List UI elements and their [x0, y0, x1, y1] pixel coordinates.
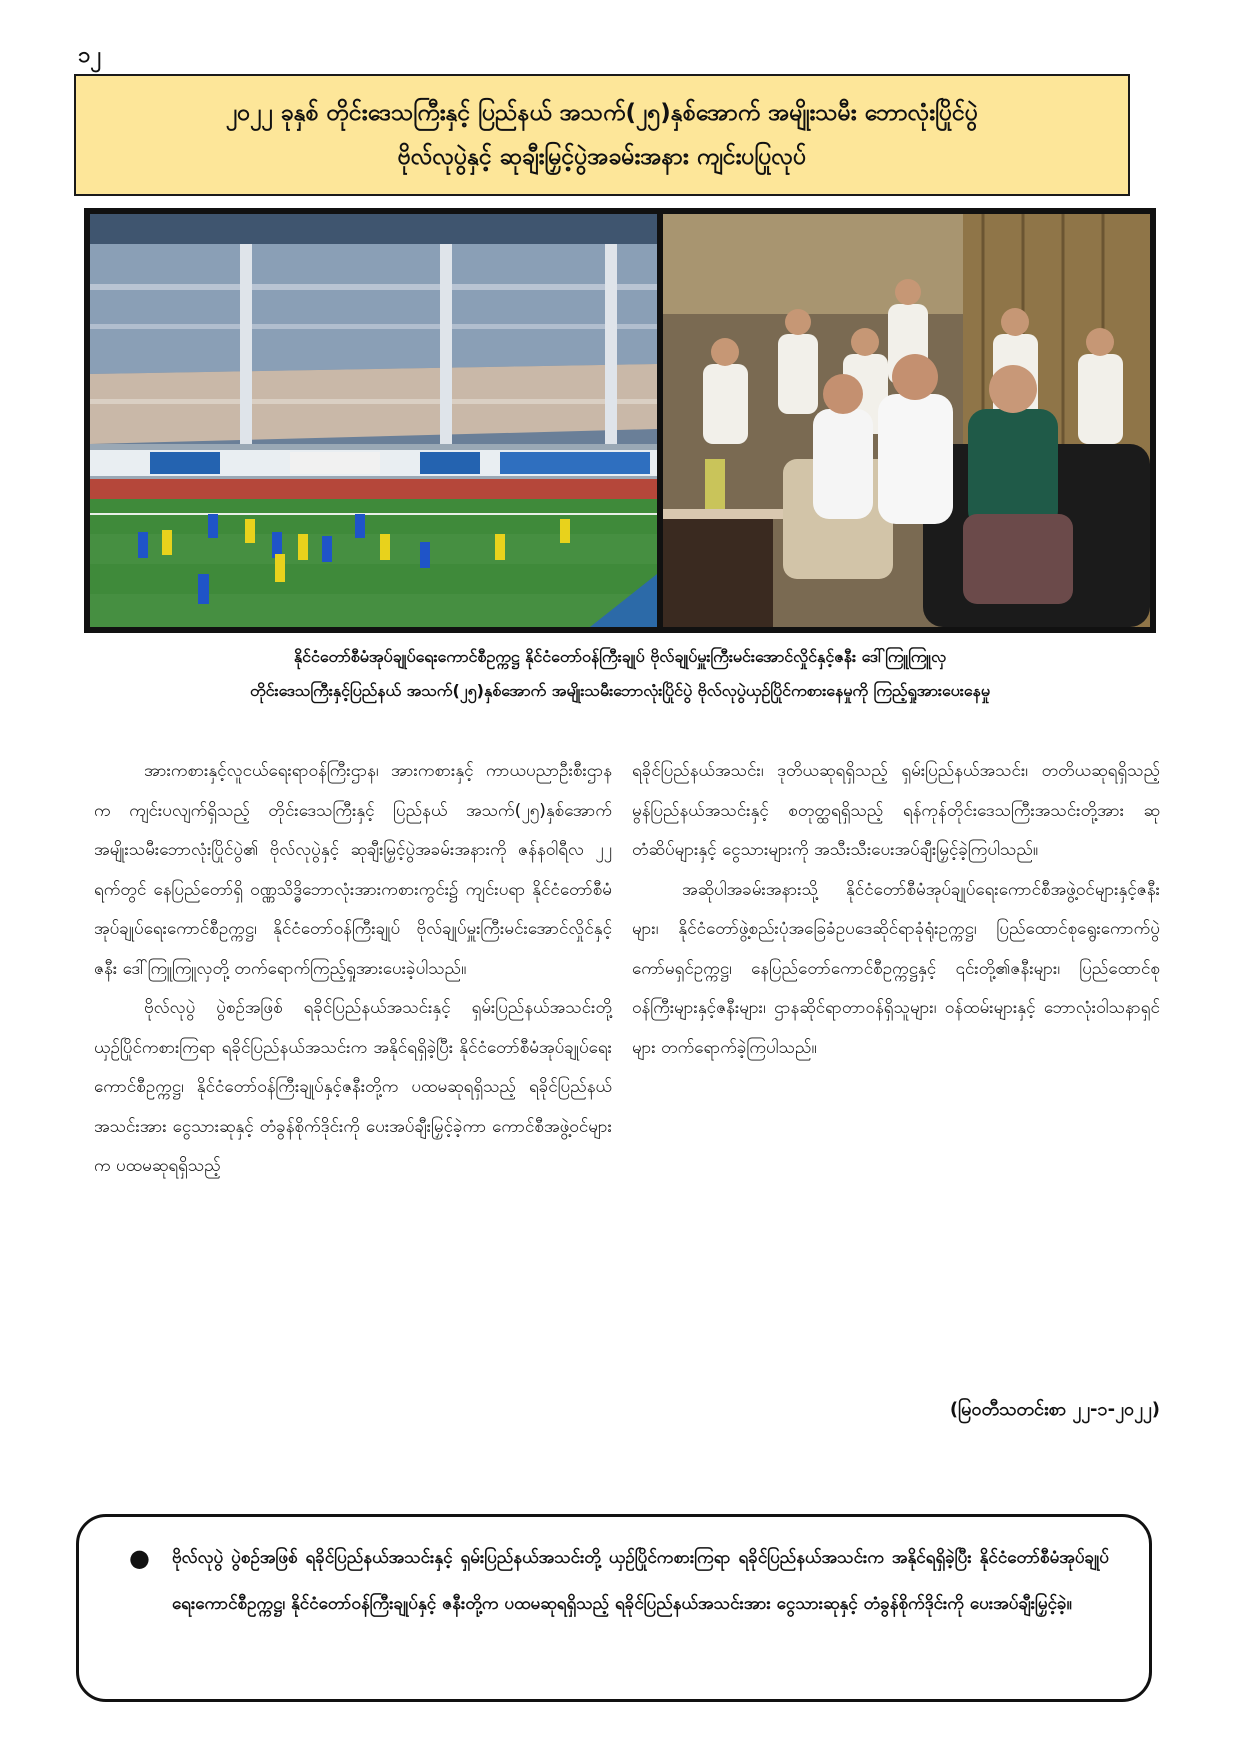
headline-line-1: ၂၀၂၂ ခုနှစ် တိုင်းဒေသကြီးနှင့် ပြည်နယ် အသက်(၂၅)နှစ်အောက် အမျိုးသမီး ဘောလုံးပြိုင်ပွဲ	[225, 100, 979, 126]
headline-line-2: ဗိုလ်လုပွဲနှင့် ဆုချီးမြှင့်ပွဲအခမ်းအနား ကျင်းပပြုလုပ်	[397, 144, 807, 170]
article-paragraph: အဆိုပါအခမ်းအနားသို့ နိုင်ငံတော်စီမံအုပ်ချုပ်ရေးကောင်စီအဖွဲ့ဝင်များနှင့်ဇနီးများ၊ နိုင်ငံတော်ဖွဲ့စည်းပုံအခြေခံဥပဒေဆိုင်ရာခုံရုံးဥက္ကဋ္ဌ၊ ပြည်ထောင်စုရွေးကောက်ပွဲကော်မရှင်ဥက္ကဋ္ဌ၊ နေပြည်တော်ကောင်စီဥက္ကဋ္ဌနှင့် ၎င်းတို့၏ဇနီးများ၊ ပြည်ထောင်စုဝန်ကြီးများနှင့်ဇနီးများ၊ ဌာနဆိုင်ရာတာဝန်ရှိသူများ၊ ဝန်ထမ်းများနှင့် ဘောလုံးဝါသနာရှင်များ တက်ရောက်ခဲ့ကြပါသည်။	[632, 879, 1160, 1058]
vip-spectators-photo	[663, 214, 1150, 627]
summary-text: ဗိုလ်လုပွဲ ပွဲစဉ်အဖြစ် ရခိုင်ပြည်နယ်အသင်းနှင့် ရှမ်းပြည်နယ်အသင်းတို့ ယှဉ်ပြိုင်ကစားကြရာ ရခိုင်ပြည်နယ်အသင်းက အနိုင်ရရှိခဲ့ပြီး နိုင်ငံတော်စီမံအုပ်ချုပ်ရေးကောင်စီဥက္ကဋ္ဌ၊ နိုင်ငံတော်ဝန်ကြီးချုပ်နှင့် ဇနီးတို့က ပထမဆုရရှိသည့် ရခိုင်ပြည်နယ်အသင်းအား ငွေသားဆုနှင့် တံခွန်စိုက်ဒိုင်းကို ပေးအပ်ချီးမြှင့်ခဲ့။	[171, 1548, 1109, 1614]
bullet-icon: ●	[129, 1544, 150, 1572]
article-column-right	[632, 752, 1160, 1068]
photo-caption	[84, 640, 1156, 708]
caption-line-2: တိုင်းဒေသကြီးနှင့်ပြည်နယ် အသက်(၂၅)နှစ်အောက် အမျိုးသမီးဘောလုံးပြိုင်ပွဲ ဗိုလ်လုပွဲယှဉ်ပြိုင်ကစားနေမှုကို ကြည့်ရှုအားပေးနေမှု	[250, 681, 990, 700]
photo-frame	[84, 208, 1156, 633]
article-paragraph: ရခိုင်ပြည်နယ်အသင်း၊ ဒုတိယဆုရရှိသည့် ရှမ်းပြည်နယ်အသင်း၊ တတိယဆုရရှိသည့် မွန်ပြည်နယ်အသင်းနှင့် စတုတ္ထရရှိသည့် ရန်ကုန်တိုင်းဒေသကြီးအသင်းတို့အား ဆုတံဆိပ်များနှင့် ငွေသားများကို အသီးသီးပေးအပ်ချီးမြှင့်ခဲ့ကြပါသည်။	[632, 761, 1160, 860]
football-stadium-photo	[90, 214, 657, 627]
summary-box	[76, 1514, 1152, 1702]
article-paragraph: အားကစားနှင့်လူငယ်ရေးရာဝန်ကြီးဌာန၊ အားကစားနှင့် ကာယပညာဦးစီးဌာနက ကျင်းပလျက်ရှိသည့် တိုင်းဒေသကြီးနှင့် ပြည်နယ် အသက်(၂၅)နှစ်အောက် အမျိုးသမီးဘောလုံးပြိုင်ပွဲ၏ ဗိုလ်လုပွဲနှင့် ဆုချီးမြှင့်ပွဲအခမ်းအနားကို ဇန်နဝါရီလ ၂၂ ရက်တွင် နေပြည်တော်ရှိ ဝဏ္ဏသိဒ္ဓိဘောလုံးအားကစားကွင်း၌ ကျင်းပရာ နိုင်ငံတော်စီမံအုပ်ချုပ်ရေးကောင်စီဥက္ကဋ္ဌ၊ နိုင်ငံတော်ဝန်ကြီးချုပ် ဗိုလ်ချုပ်မှူးကြီးမင်းအောင်လှိုင်နှင့်ဇနီး ဒေါ်ကြူကြူလှတို့ တက်ရောက်ကြည့်ရှုအားပေးခဲ့ပါသည်။	[94, 761, 612, 979]
news-source: (မြဝတီသတင်းစာ ၂၂-၁-၂၀၂၂)	[949, 1399, 1160, 1420]
page-number: ၁၂	[78, 43, 102, 68]
article-paragraph: ဗိုလ်လုပွဲ ပွဲစဉ်အဖြစ် ရခိုင်ပြည်နယ်အသင်းနှင့် ရှမ်းပြည်နယ်အသင်းတို့ ယှဉ်ပြိုင်ကစားကြရာ ရခိုင်ပြည်နယ်အသင်းက အနိုင်ရရှိခဲ့ပြီး နိုင်ငံတော်စီမံအုပ်ချုပ်ရေးကောင်စီဥက္ကဋ္ဌ၊ နိုင်ငံတော်ဝန်ကြီးချုပ်နှင့်ဇနီးတို့က ပထမဆုရရှိသည့် ရခိုင်ပြည်နယ်အသင်းအား ငွေသားဆုနှင့် တံခွန်စိုက်ဒိုင်းကို ပေးအပ်ချီးမြှင့်ခဲ့ကာ ကောင်စီအဖွဲ့ဝင်များက ပထမဆုရရှိသည့်	[94, 998, 612, 1176]
article-column-left	[94, 752, 612, 1187]
headline-box	[74, 74, 1130, 196]
caption-line-1: နိုင်ငံတော်စီမံအုပ်ချုပ်ရေးကောင်စီဥက္ကဋ္ဌ နိုင်ငံတော်ဝန်ကြီးချုပ် ဗိုလ်ချုပ်မှူးကြီးမင်းအောင်လှိုင်နှင့်ဇနီး ဒေါ်ကြူကြူလှ	[293, 647, 947, 666]
